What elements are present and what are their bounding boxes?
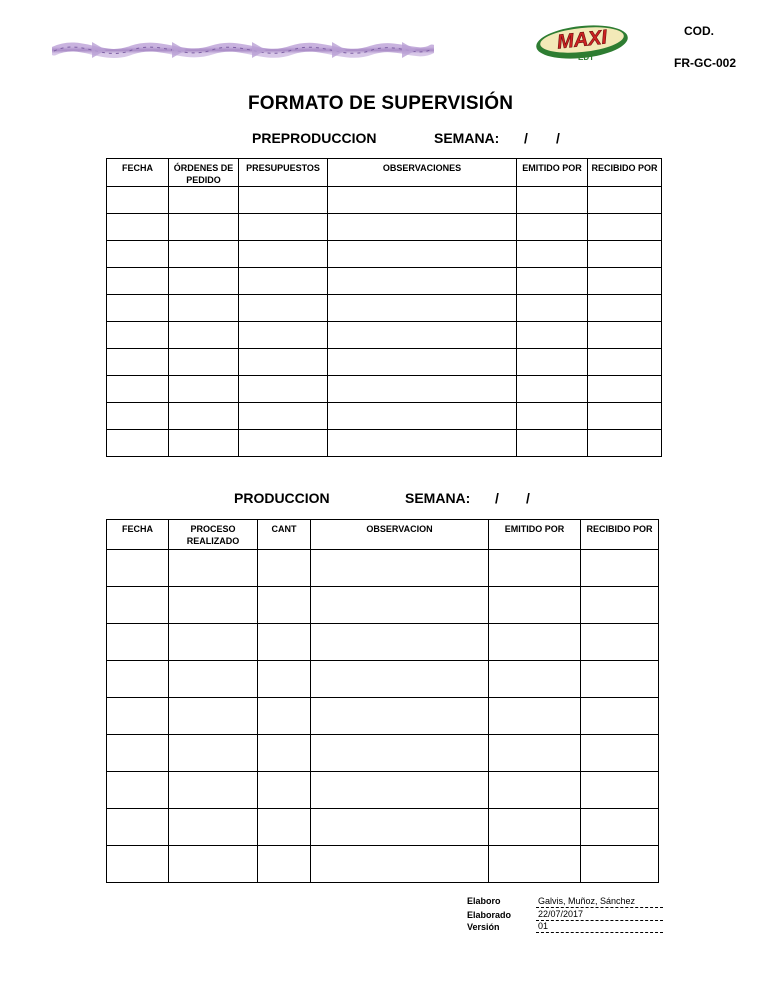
- table-cell[interactable]: [258, 587, 311, 624]
- cod-label: COD.: [684, 24, 714, 38]
- table-cell[interactable]: [517, 376, 588, 403]
- table-cell[interactable]: [581, 624, 659, 661]
- table-cell[interactable]: [107, 322, 169, 349]
- preproduccion-semana-slash-2: /: [556, 130, 560, 146]
- produccion-semana-label: SEMANA:: [405, 490, 471, 506]
- column-header: RECIBIDO POR: [581, 520, 659, 550]
- table-row[interactable]: [107, 241, 662, 268]
- table-cell[interactable]: [239, 376, 328, 403]
- logo-subtext: EDT: [578, 53, 594, 62]
- table-row[interactable]: [107, 187, 662, 214]
- column-header: ÓRDENES DE PEDIDO: [169, 159, 239, 187]
- table-cell[interactable]: [517, 241, 588, 268]
- table-cell[interactable]: [588, 403, 662, 430]
- table-cell[interactable]: [107, 846, 169, 883]
- page-title: FORMATO DE SUPERVISIÓN: [248, 93, 514, 114]
- table-cell[interactable]: [258, 698, 311, 735]
- table-cell[interactable]: [489, 550, 581, 587]
- table-cell[interactable]: [258, 624, 311, 661]
- table-cell[interactable]: [517, 187, 588, 214]
- table-cell[interactable]: [169, 809, 258, 846]
- table-cell[interactable]: [489, 735, 581, 772]
- table-cell[interactable]: [328, 322, 517, 349]
- table-cell[interactable]: [169, 403, 239, 430]
- table-cell[interactable]: [169, 735, 258, 772]
- table-row[interactable]: [107, 772, 659, 809]
- table-cell[interactable]: [107, 772, 169, 809]
- table-cell[interactable]: [107, 587, 169, 624]
- table-cell[interactable]: [107, 735, 169, 772]
- table-cell[interactable]: [169, 430, 239, 457]
- column-header: OBSERVACIONES: [328, 159, 517, 187]
- table-cell[interactable]: [258, 550, 311, 587]
- table-cell[interactable]: [107, 550, 169, 587]
- table-row[interactable]: [107, 735, 659, 772]
- table-row[interactable]: [107, 268, 662, 295]
- table-cell[interactable]: [258, 772, 311, 809]
- table-cell[interactable]: [239, 187, 328, 214]
- table-cell[interactable]: [489, 846, 581, 883]
- table-cell[interactable]: [169, 846, 258, 883]
- column-header: EMITIDO POR: [489, 520, 581, 550]
- table-cell[interactable]: [239, 241, 328, 268]
- column-header: EMITIDO POR: [517, 159, 588, 187]
- table-cell[interactable]: [581, 661, 659, 698]
- table-row[interactable]: [107, 214, 662, 241]
- preproduccion-label: PREPRODUCCION: [252, 130, 377, 146]
- table-cell[interactable]: [489, 661, 581, 698]
- elaboro-value: Galvis, Muñoz, Sánchez: [536, 896, 663, 908]
- table-cell[interactable]: [489, 624, 581, 661]
- table-cell[interactable]: [239, 214, 328, 241]
- table-cell[interactable]: [169, 268, 239, 295]
- table-cell[interactable]: [588, 322, 662, 349]
- table-row[interactable]: [107, 349, 662, 376]
- table-cell[interactable]: [517, 214, 588, 241]
- table-row[interactable]: [107, 846, 659, 883]
- table-cell[interactable]: [107, 349, 169, 376]
- table-cell[interactable]: [581, 772, 659, 809]
- table-cell[interactable]: [107, 295, 169, 322]
- preproduccion-semana-label: SEMANA:: [434, 130, 500, 146]
- table-cell[interactable]: [489, 587, 581, 624]
- table-cell[interactable]: [588, 295, 662, 322]
- maxi-logo: [534, 18, 630, 64]
- table-row[interactable]: [107, 403, 662, 430]
- column-header: FECHA: [107, 520, 169, 550]
- table-row[interactable]: [107, 698, 659, 735]
- table-cell[interactable]: [258, 735, 311, 772]
- table-cell[interactable]: [239, 295, 328, 322]
- table-cell[interactable]: [328, 295, 517, 322]
- elaboro-label: Elaboro: [467, 896, 501, 906]
- table-cell[interactable]: [258, 846, 311, 883]
- table-cell[interactable]: [581, 809, 659, 846]
- table-cell[interactable]: [169, 376, 239, 403]
- table-cell[interactable]: [588, 349, 662, 376]
- table-cell[interactable]: [489, 772, 581, 809]
- table-header-row: [107, 520, 659, 550]
- version-label: Versión: [467, 922, 500, 932]
- table-cell[interactable]: [107, 268, 169, 295]
- table-cell[interactable]: [107, 430, 169, 457]
- table-row[interactable]: [107, 550, 659, 587]
- table-cell[interactable]: [581, 735, 659, 772]
- table-cell[interactable]: [169, 241, 239, 268]
- table-cell[interactable]: [107, 376, 169, 403]
- table-cell[interactable]: [517, 349, 588, 376]
- table-cell[interactable]: [311, 735, 489, 772]
- table-cell[interactable]: [581, 846, 659, 883]
- produccion-semana-slash-1: /: [495, 490, 499, 506]
- table-row[interactable]: [107, 587, 659, 624]
- column-header: FECHA: [107, 159, 169, 187]
- column-header: PROCESO REALIZADO: [169, 520, 258, 550]
- table-cell[interactable]: [588, 376, 662, 403]
- table-cell[interactable]: [169, 661, 258, 698]
- table-row[interactable]: [107, 322, 662, 349]
- table-cell[interactable]: [311, 661, 489, 698]
- table-cell[interactable]: [239, 430, 328, 457]
- version-value: 01: [536, 921, 663, 933]
- table-cell[interactable]: [489, 809, 581, 846]
- column-header: PRESUPUESTOS: [239, 159, 328, 187]
- table-cell[interactable]: [328, 430, 517, 457]
- table-cell[interactable]: [517, 295, 588, 322]
- table-header-row: [107, 159, 662, 187]
- table-cell[interactable]: [169, 772, 258, 809]
- table-cell[interactable]: [239, 403, 328, 430]
- column-header: RECIBIDO POR: [588, 159, 662, 187]
- table-cell[interactable]: [581, 550, 659, 587]
- table-cell[interactable]: [328, 214, 517, 241]
- elaborado-label: Elaborado: [467, 910, 512, 920]
- table-cell[interactable]: [258, 661, 311, 698]
- table-row[interactable]: [107, 809, 659, 846]
- table-cell[interactable]: [169, 214, 239, 241]
- table-cell[interactable]: [169, 187, 239, 214]
- table-row[interactable]: [107, 376, 662, 403]
- table-cell[interactable]: [107, 809, 169, 846]
- table-cell[interactable]: [107, 214, 169, 241]
- table-cell[interactable]: [311, 587, 489, 624]
- table-row[interactable]: [107, 624, 659, 661]
- table-cell[interactable]: [239, 349, 328, 376]
- table-cell[interactable]: [328, 376, 517, 403]
- logo-text: MAXI: [555, 26, 609, 54]
- table-cell[interactable]: [169, 698, 258, 735]
- table-cell[interactable]: [169, 550, 258, 587]
- table-cell[interactable]: [328, 268, 517, 295]
- table-cell[interactable]: [517, 403, 588, 430]
- table-cell[interactable]: [588, 430, 662, 457]
- table-row[interactable]: [107, 295, 662, 322]
- table-cell[interactable]: [311, 624, 489, 661]
- table-cell[interactable]: [328, 403, 517, 430]
- produccion-semana-slash-2: /: [526, 490, 530, 506]
- table-cell[interactable]: [107, 698, 169, 735]
- table-cell[interactable]: [107, 403, 169, 430]
- table-cell[interactable]: [588, 268, 662, 295]
- table-cell[interactable]: [489, 698, 581, 735]
- table-cell[interactable]: [588, 241, 662, 268]
- table-cell[interactable]: [169, 349, 239, 376]
- produccion-table: [106, 519, 659, 883]
- table-cell[interactable]: [107, 241, 169, 268]
- table-cell[interactable]: [517, 268, 588, 295]
- table-cell[interactable]: [311, 772, 489, 809]
- table-cell[interactable]: [169, 587, 258, 624]
- table-cell[interactable]: [311, 550, 489, 587]
- decorative-ribbon: [52, 34, 434, 68]
- preproduccion-semana-slash-1: /: [524, 130, 528, 146]
- produccion-label: PRODUCCION: [234, 490, 330, 506]
- table-cell[interactable]: [517, 322, 588, 349]
- table-cell[interactable]: [107, 661, 169, 698]
- table-row[interactable]: [107, 430, 662, 457]
- table-cell[interactable]: [588, 187, 662, 214]
- table-cell[interactable]: [258, 809, 311, 846]
- table-cell[interactable]: [328, 187, 517, 214]
- table-cell[interactable]: [311, 809, 489, 846]
- table-cell[interactable]: [328, 349, 517, 376]
- table-row[interactable]: [107, 661, 659, 698]
- cod-value: FR-GC-002: [674, 56, 737, 70]
- table-cell[interactable]: [239, 322, 328, 349]
- table-cell[interactable]: [517, 430, 588, 457]
- table-cell[interactable]: [311, 846, 489, 883]
- table-cell[interactable]: [107, 187, 169, 214]
- preproduccion-table: [106, 158, 662, 457]
- elaborado-value: 22/07/2017: [536, 909, 663, 921]
- column-header: OBSERVACION: [311, 520, 489, 550]
- table-cell[interactable]: [169, 322, 239, 349]
- table-cell[interactable]: [581, 698, 659, 735]
- table-cell[interactable]: [107, 624, 169, 661]
- table-cell[interactable]: [328, 241, 517, 268]
- table-cell[interactable]: [169, 624, 258, 661]
- table-cell[interactable]: [311, 698, 489, 735]
- table-cell[interactable]: [239, 268, 328, 295]
- table-cell[interactable]: [588, 214, 662, 241]
- table-cell[interactable]: [581, 587, 659, 624]
- table-cell[interactable]: [169, 295, 239, 322]
- column-header: CANT: [258, 520, 311, 550]
